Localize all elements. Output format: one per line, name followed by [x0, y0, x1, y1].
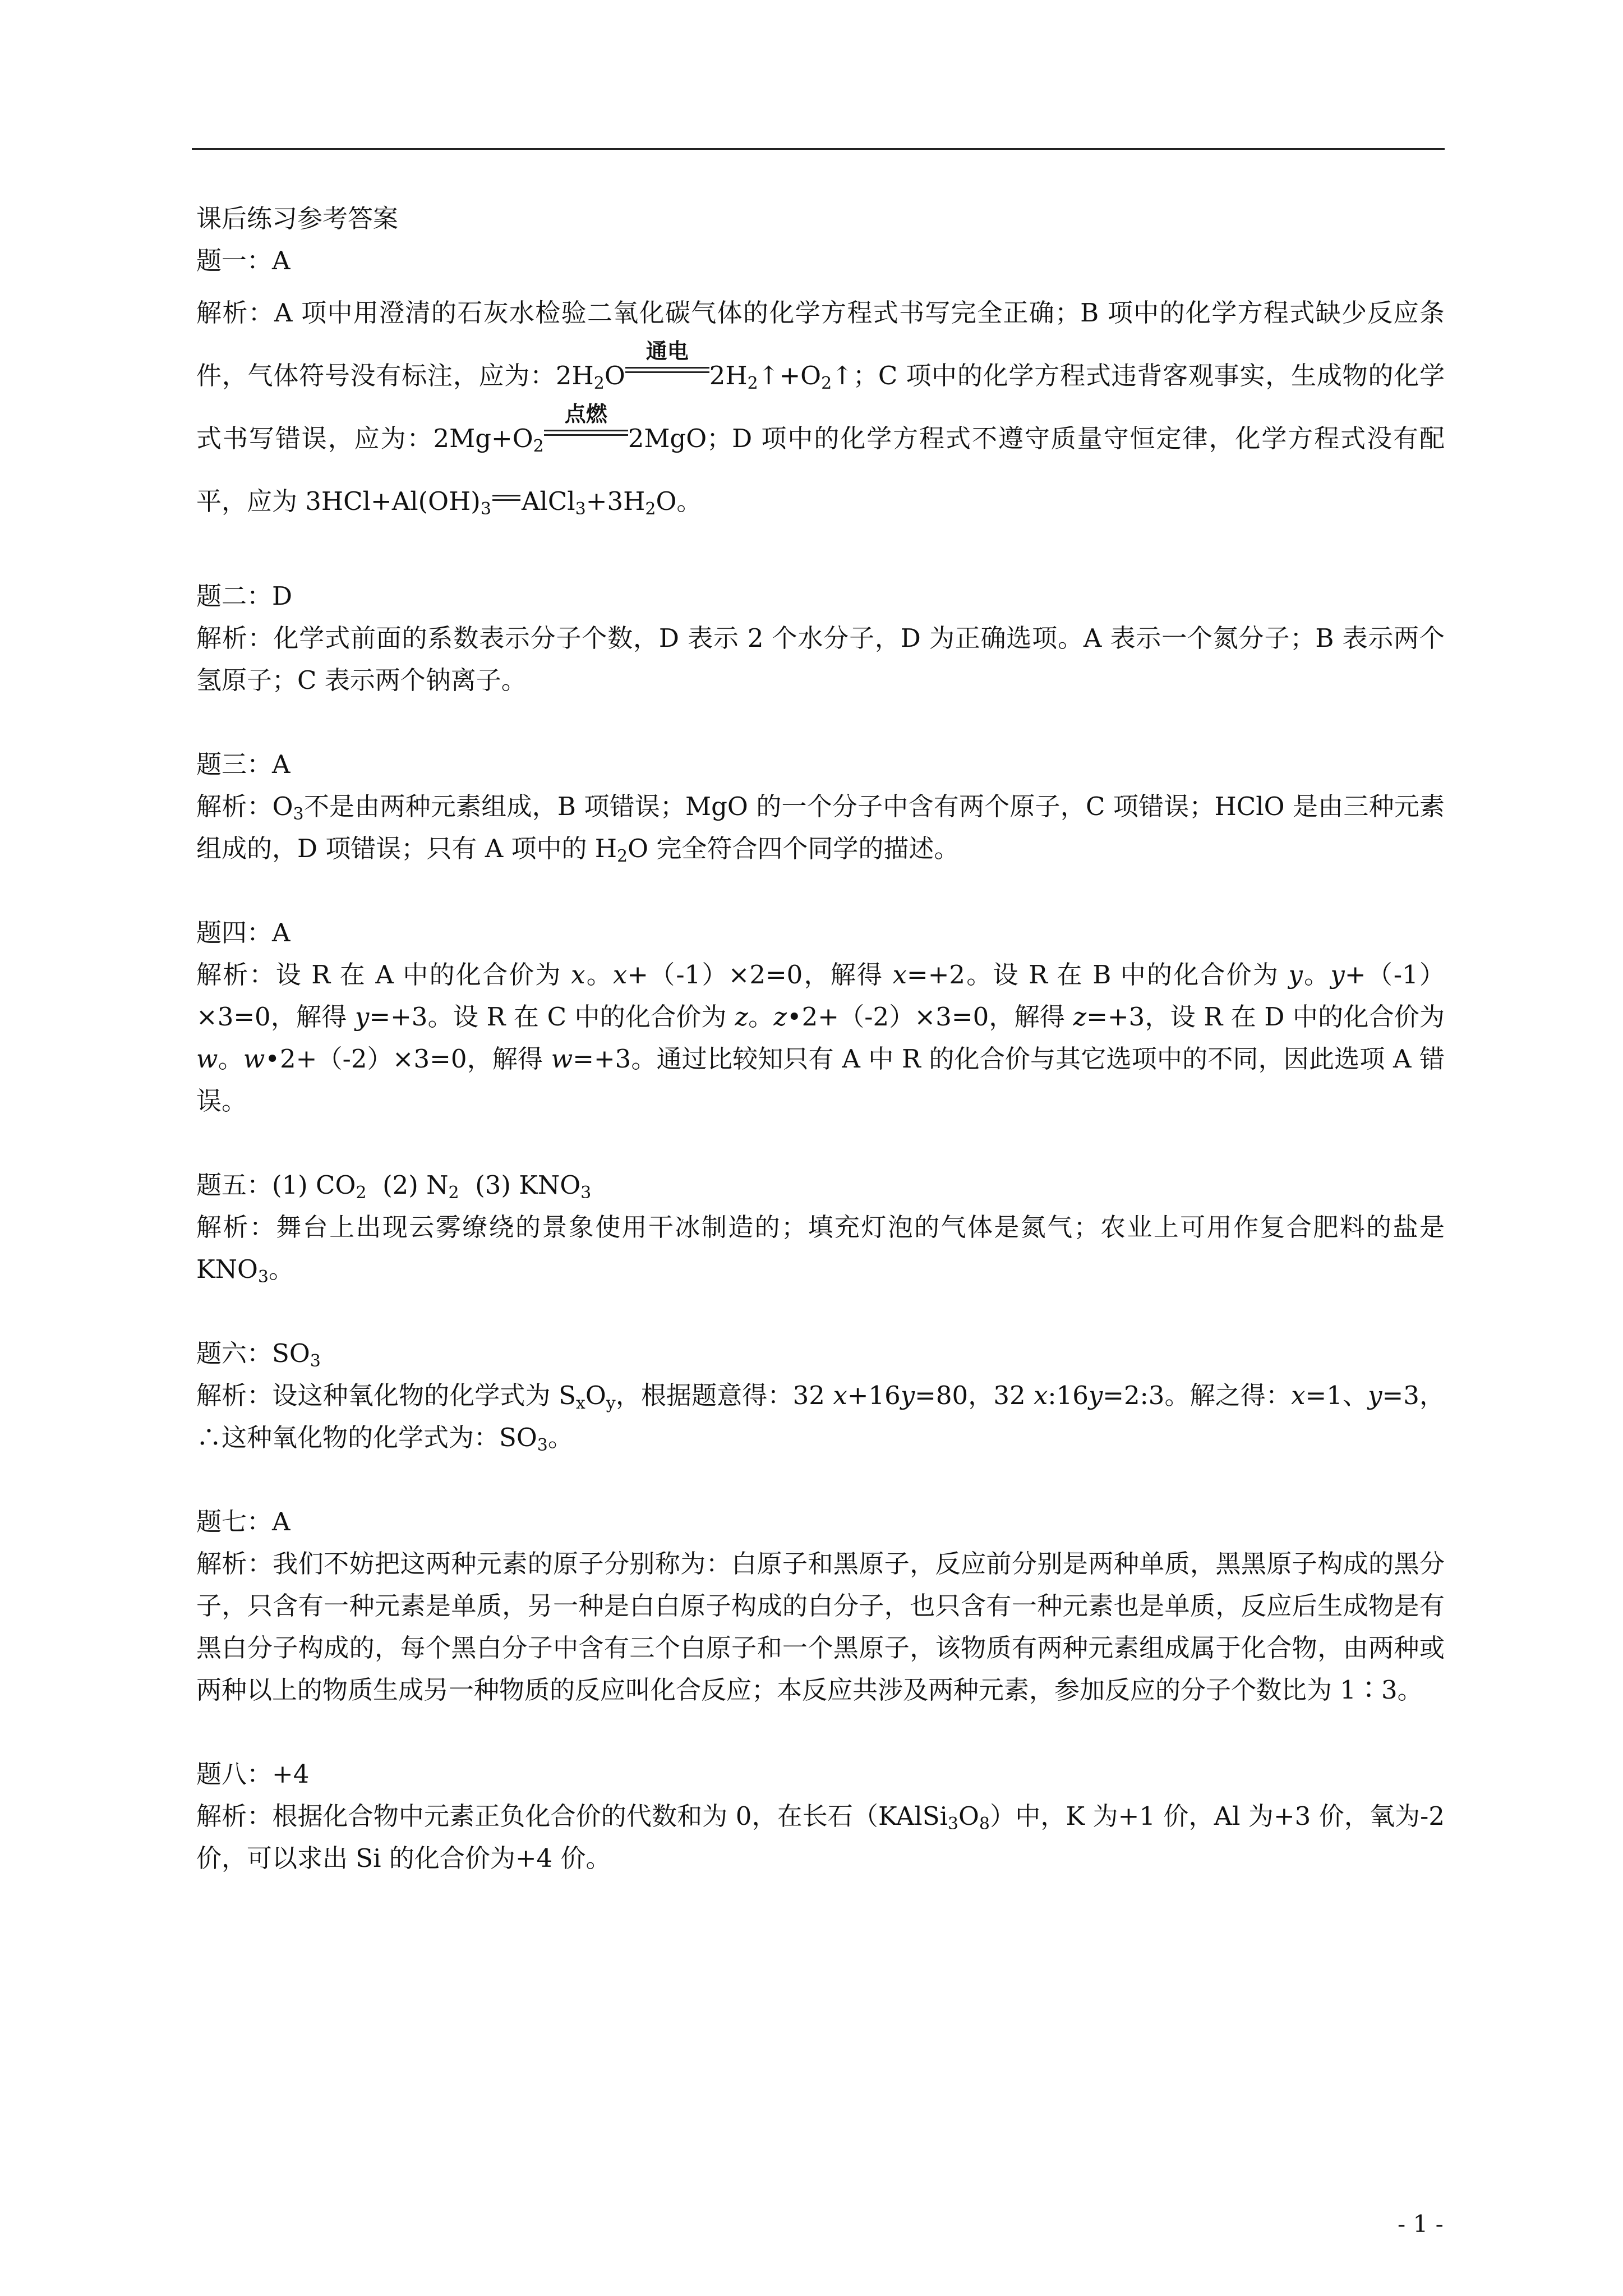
answer-6-title: 题六：$SO_3$ [196, 1338, 321, 1371]
header-title: 课后练习参考答案 [196, 204, 399, 233]
answer-6 [196, 1332, 1445, 1458]
condition-electrolysis: 通电 [625, 359, 709, 384]
answer-5 [196, 1164, 1445, 1290]
answer-7 [196, 1501, 1445, 1711]
equation-electrolysis: $2H_2O$ 通电 $2H_2↑+O_2↑$ [555, 339, 853, 393]
answer-6-explanation: 解析：设这种氧化物的化学式为 $S_xO_y$，根据题意得：32 x+16y=80，32 x:16y=2:3。解之得：x=1、y=3，∴这种氧化物的化学式为：$SO_3$。 [196, 1381, 1445, 1455]
header-rule [192, 148, 1445, 150]
answer-2 [196, 575, 1445, 701]
answer-3-title: 题三：A [196, 749, 291, 779]
answer-5-explanation: 解析：舞台上出现云雾缭绕的景象使用干冰制造的；填充灯泡的气体是氮气；农业上可用作复合肥料的盐是 $KNO_3$。 [196, 1212, 1445, 1287]
answer-content [196, 197, 1445, 1921]
answer-8-title: 题八：+4 [196, 1759, 310, 1789]
condition-ignition: 点燃 [544, 422, 628, 447]
answer-4-explanation: 解析：设 R 在 A 中的化合价为 x。x+（-1）×2=0，解得 x=+2。设 R 在 B 中的化合价为 y。y+（-1）×3=0，解得 y=+3。设 R 在 C 中的化合价为 z。z•2+（-2）×3=0，解得 z=+3，设 R 在 D 中的化合价为 w。w•2+（-2）×3=0，解得 w=+3。通过比较知只有 A 中 R 的化合价与其它选项中的不同，因此选项 A 错误。 [196, 960, 1445, 1116]
answer-8-explanation: 解析：根据化合物中元素正负化合价的代数和为 0，在长石$(KAlSi_3O_8)$中，K 为+1 价，Al 为+3 价，氧为-2 价，可以求出 Si 的化合价为+4 价。 [196, 1801, 1445, 1873]
answer-2-explanation: 解析：化学式前面的系数表示分子个数，D 表示 2 个水分子，D 为正确选项。A 表示一个氮分子；B 表示两个氢原子；C 表示两个钠离子。 [196, 623, 1445, 695]
answer-2-title: 题二：D [196, 581, 293, 611]
answer-1 [196, 197, 1445, 533]
answer-4-title: 题四：A [196, 918, 291, 947]
answer-7-title: 题七：A [196, 1507, 291, 1536]
answer-5-title: 题五：(1) $CO_2$ (2) $N_2$ (3) $KNO_3$ [196, 1170, 592, 1203]
answer-7-explanation: 解析：我们不妨把这两种元素的原子分别称为：白原子和黑原子，反应前分别是两种单质，黑黑原子构成的黑分子，只含有一种元素是单质，另一种是白白原子构成的白分子，也只含有一种元素也是单质，反应后生成物是有黑白分子构成的，每个黑白分子中含有三个白原子和一个黑原子，该物质有两种元素组成属于化合物，由两种或两种以上的物质生成另一种物质的反应叫化合反应；本反应共涉及两种元素，参加反应的分子个数比为 1∶3。 [196, 1549, 1445, 1705]
page-number: - 1 - [1398, 2210, 1444, 2238]
answer-1-explanation: 解析：A 项中用澄清的石灰水检验二氧化碳气体的化学方程式书写完全正确；B 项中的化学方程式缺少反应条件，气体符号没有标注，应为：$2H_2O$ 通电 $2H_2↑+O_2↑$；C 项中的化学方程式违背客观事实，生成物的化学式书写错误，应为：$2Mg+O_2$ 点燃 2MgO；D 项中的化学方程式不遵守质量守恒定律，化学方程式没有配平，应为 $3HCl+Al(OH)_3$ $AlCl_3+3H_2O$。 [196, 298, 1445, 519]
equals-sign [491, 485, 522, 510]
answer-4 [196, 912, 1445, 1122]
answer-1-title: 题一：A [196, 246, 291, 275]
answer-8 [196, 1753, 1445, 1879]
answer-3-explanation: 解析：$O_3$不是由两种元素组成，B 项错误；MgO 的一个分子中含有两个原子，C 项错误；HClO 是由三种元素组成的，D 项错误；只有 A 项中的 $H_2O$ 完全符合四个同学的描述。 [196, 792, 1445, 866]
equation-combustion: $2Mg+O_2$ 点燃 2MgO [433, 402, 707, 456]
answer-3 [196, 743, 1445, 869]
